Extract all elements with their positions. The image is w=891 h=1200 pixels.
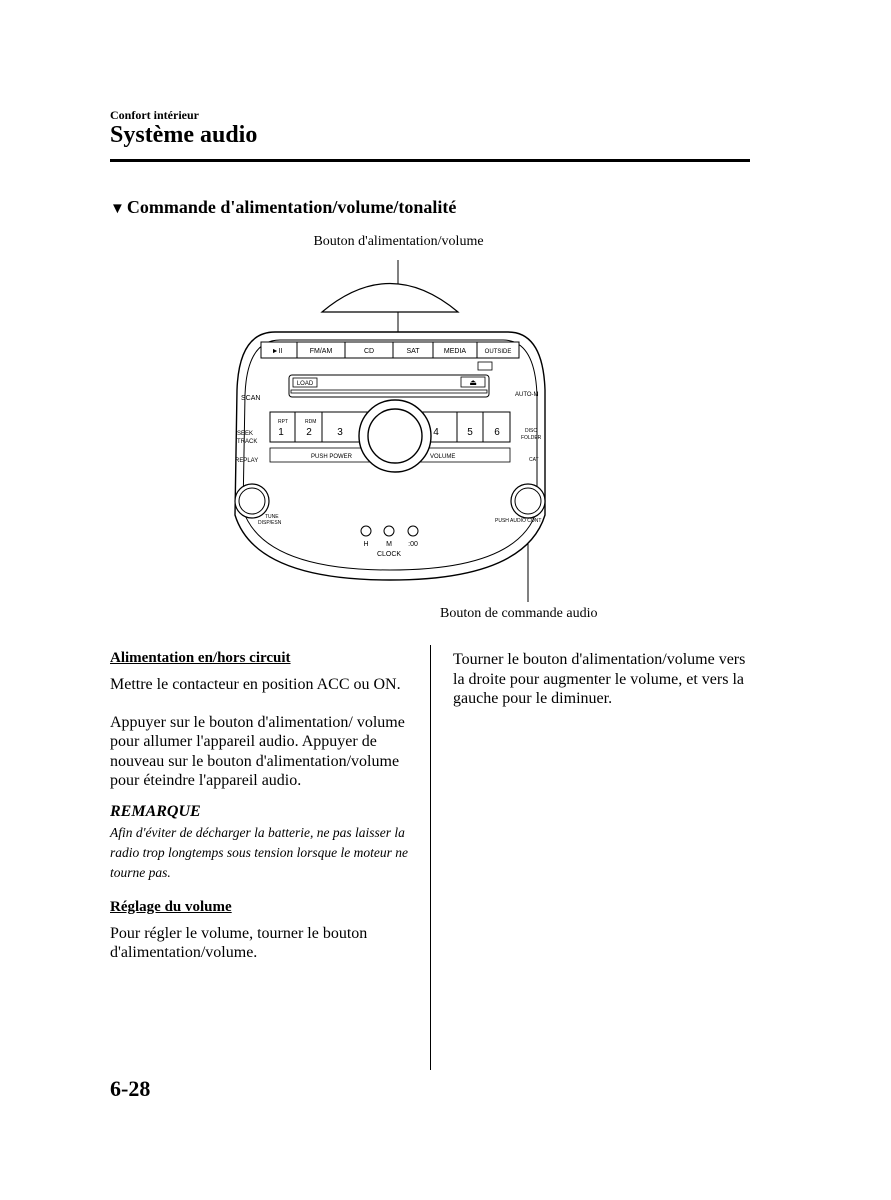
push-audio-cont-label: PUSH AUDIO CONT xyxy=(495,518,542,524)
callout-power-volume-label: Bouton d'alimentation/volume xyxy=(313,234,484,249)
cd-button: CD xyxy=(363,348,375,355)
note-text: Afin d'éviter de décharger la batterie, ne pas laisser la radio trop longtemps sous tension lorsque le moteur ne tourne pas. xyxy=(110,824,408,880)
disp-esn-label: DISP/ESN xyxy=(258,520,282,526)
replay-button: REPLAY xyxy=(235,458,259,464)
clock-minute-button xyxy=(384,526,394,536)
clock-m-label: M xyxy=(386,541,392,548)
cd-slot-panel xyxy=(289,375,489,397)
volume-direction-paragraph: Tourner le bouton d'alimentation/volume vers la droite pour augmenter le volume, et vers la gauche pour le diminuer. xyxy=(453,651,746,707)
track-label: TRACK xyxy=(237,439,258,445)
seek-label: SEEK xyxy=(237,431,254,437)
triangle-marker-icon: ▼ xyxy=(110,201,125,217)
push-power-label: PUSH POWER xyxy=(311,454,353,460)
power-paragraph-2: Appuyer sur le bouton d'alimentation/ volume pour allumer l'appareil audio. Appuyer de nouveau sur le bouton d'alimentation/volume pour éteindre l'appareil audio. xyxy=(110,713,405,789)
right-column xyxy=(453,650,753,709)
preset-5-button: 5 xyxy=(467,427,473,438)
volume-label: VOLUME xyxy=(430,454,456,460)
rdm-label: RDM xyxy=(305,419,317,425)
auto-m-button: AUTO-M xyxy=(515,392,539,398)
scan-button: SCAN xyxy=(241,395,261,402)
clock-00-label: :00 xyxy=(408,541,418,548)
rpt-label: RPT xyxy=(278,419,288,425)
preset-3-button: 3 xyxy=(337,427,343,438)
cat-label: CAT xyxy=(529,457,539,463)
audio-unit-illustration xyxy=(225,250,555,610)
cd-logo-icon xyxy=(478,362,492,370)
preset-6-button: 6 xyxy=(494,427,500,438)
fm-am-button: FM/AM xyxy=(309,348,333,355)
title-rule xyxy=(110,159,750,162)
volume-paragraph: Pour régler le volume, tourner le bouton d'alimentation/volume. xyxy=(110,924,368,961)
note-title: REMARQUE xyxy=(110,802,201,820)
preset-1-button: 1 xyxy=(278,427,284,438)
media-button: MEDIA xyxy=(443,348,467,355)
callout-audio-control-label: Bouton de commande audio xyxy=(440,606,598,621)
volume-heading: Réglage du volume xyxy=(110,898,232,915)
folder-label: FOLDER xyxy=(521,435,542,441)
preset-2-button: 2 xyxy=(306,427,312,438)
power-volume-knob xyxy=(368,409,422,463)
clock-reset-button xyxy=(408,526,418,536)
power-paragraph-1: Mettre le contacteur en position ACC ou ON. xyxy=(110,676,401,693)
play-pause-button: ►II xyxy=(271,348,283,355)
breadcrumb: Confort intérieur xyxy=(110,108,199,122)
tune-label: TUNE xyxy=(265,514,279,520)
clock-h-label: H xyxy=(363,541,369,548)
column-divider xyxy=(430,645,431,1070)
eject-button: ⏏ xyxy=(469,378,477,387)
page-title: Système audio xyxy=(110,122,258,148)
page-number: 6-28 xyxy=(110,1076,151,1101)
section-heading xyxy=(110,197,456,218)
outside-button: OUTSIDE xyxy=(484,349,512,355)
preset-4-button: 4 xyxy=(433,427,439,438)
power-heading: Alimentation en/hors circuit xyxy=(110,650,291,666)
sat-button: SAT xyxy=(406,348,420,355)
clock-hour-button xyxy=(361,526,371,536)
clock-label: CLOCK xyxy=(376,551,402,558)
left-column xyxy=(110,650,410,963)
disc-label: DISC xyxy=(525,428,537,434)
section-heading-text: Commande d'alimentation/volume/tonalité xyxy=(126,197,457,217)
top-button-bar xyxy=(261,342,519,358)
load-button: LOAD xyxy=(296,381,314,387)
cd-slot xyxy=(291,390,487,393)
top-dome xyxy=(322,284,458,313)
